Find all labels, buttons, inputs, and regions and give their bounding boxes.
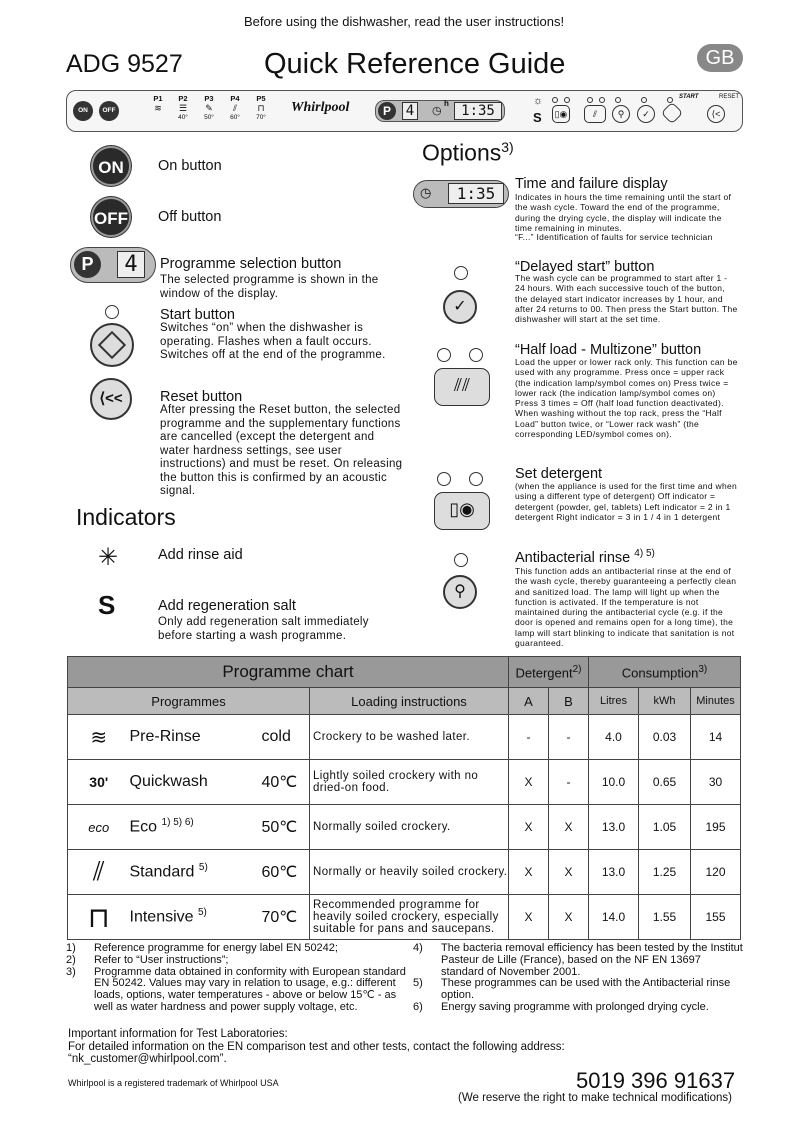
litres-value: 13.0 <box>589 850 639 895</box>
prerinse-icon: ≋ <box>154 103 162 113</box>
on-button-icon: ON <box>91 146 131 186</box>
program-temp: 70° <box>256 114 266 121</box>
reserve-note: (We reserve the right to make technical modifications) <box>458 1092 732 1104</box>
detergent-led-right <box>469 472 483 486</box>
time-display-icon <box>413 180 509 208</box>
program-label: P2 <box>178 94 188 103</box>
standard-icon: ⫽ <box>232 103 237 113</box>
start-button-desc: Switches “on” when the dishwasher is operating. Flashes when a fault occurs. Switches off at the end of the programme. <box>160 322 386 361</box>
p-badge: P <box>74 251 101 278</box>
minutes-value: 30 <box>691 760 741 805</box>
program-label: P4 <box>230 94 240 103</box>
indicators-heading: Indicators <box>76 504 176 530</box>
footnote-number: 1) <box>66 942 76 954</box>
delayed-start-title: “Delayed start” button <box>515 259 655 275</box>
programme-display-icon <box>70 247 156 283</box>
table-row <box>68 805 741 850</box>
detergent-b: - <box>549 715 589 760</box>
time-digits: 1:35 <box>448 183 504 204</box>
detergent-b: X <box>549 850 589 895</box>
programme-temp: 60℃ <box>262 850 310 895</box>
footnote-text: These programmes can be used with the Antibacterial rinse option. <box>441 977 731 1002</box>
table-row <box>68 715 741 760</box>
footnote-number: 5) <box>413 977 423 990</box>
footnote-text: Energy saving programme with prolonged drying cycle. <box>441 1000 709 1013</box>
whirlpool-logo: Whirlpool <box>291 100 350 115</box>
programme-temp: cold <box>262 715 310 760</box>
lab-info-title: Important information for Test Laboratories: <box>68 1028 288 1040</box>
programme-selection-title: Programme selection button <box>160 256 342 272</box>
time-display-title: Time and failure display <box>515 176 668 192</box>
loading-instruction: Normally or heavily soiled crockery. <box>310 850 509 895</box>
programmes-col-header: Programmes <box>68 688 310 715</box>
part-number: 5019 396 91637 <box>576 1068 736 1093</box>
detergent-a-header: A <box>509 688 549 715</box>
antibacterial-button-icon: ⚲ <box>612 105 630 123</box>
trademark: Whirlpool is a registered trademark of Whirlpool USA <box>68 1078 279 1088</box>
clock-icon: ◷ <box>432 105 442 117</box>
minutes-value: 195 <box>691 805 741 850</box>
salt-desc: Only add regeneration salt immediately before starting a wash programme. <box>158 616 369 642</box>
kwh-value: 1.05 <box>639 805 691 850</box>
led <box>599 97 605 103</box>
detergent-a: X <box>509 850 549 895</box>
panel-program-digit: 4 <box>402 102 418 120</box>
kwh-header: kWh <box>639 688 691 715</box>
time-fault-desc: “F...” Identification of faults for service technician <box>515 232 713 242</box>
clock-icon: ◷ <box>420 185 432 200</box>
programme-selection-desc: The selected programme is shown in the window of the display. <box>160 274 379 300</box>
eco-icon: eco <box>68 805 130 850</box>
footnote <box>413 978 743 1002</box>
programme-name-text: Eco <box>129 818 158 836</box>
led <box>587 97 593 103</box>
rinse-aid-icon: ☼ <box>533 95 544 107</box>
panel-program-p2 <box>172 94 194 121</box>
footnote <box>413 1002 743 1014</box>
detergent-title: Set detergent <box>515 466 603 482</box>
programme-name-text: Standard <box>129 863 195 881</box>
detergent-b-header: B <box>549 688 589 715</box>
antibacterial-note: 4) 5) <box>634 548 655 559</box>
loading-instruction: Normally soiled crockery. <box>310 805 509 850</box>
lab-info <box>68 1028 748 1066</box>
footnotes-right <box>413 943 743 1014</box>
program-temp: 50° <box>204 114 214 121</box>
detergent-header <box>509 657 589 688</box>
program-label: P1 <box>153 94 163 103</box>
footnote <box>66 967 406 1014</box>
control-panel <box>66 90 743 132</box>
options-heading <box>422 139 514 167</box>
programme-name <box>130 715 262 760</box>
programme-name-text: Quickwash <box>129 773 208 790</box>
led <box>552 97 558 103</box>
detergent-desc: (when the appliance is used for the first time and when using a different type of detergent) Off indicator = detergent (powder, gel, tablets) Left indicator = 2 in 1 detergent Right indicator = 3 in 1 / 4 in 1 detergent <box>515 481 738 522</box>
salt-icon: S <box>98 590 116 620</box>
detergent-button-icon: ▯◉ <box>552 105 570 123</box>
salt-title: Add regeneration salt <box>158 598 296 614</box>
loading-instruction: Crockery to be washed later. <box>310 715 509 760</box>
start-button-title: Start button <box>160 307 235 323</box>
antibacterial-icon: ⚲ <box>443 575 477 609</box>
footnote-number: 6) <box>413 1000 423 1013</box>
programme-note: 5) <box>198 907 207 919</box>
panel-time-display: 1:35 <box>454 102 502 120</box>
panel-on-button: ON <box>73 101 93 121</box>
reset-label: RESET <box>719 94 740 100</box>
consumption-label: Consumption <box>621 665 699 681</box>
programme-name <box>130 850 262 895</box>
footnote <box>66 955 406 967</box>
lab-info-email: “nk_customer@whirlpool.com”. <box>68 1053 227 1065</box>
chart-title: Programme chart <box>68 657 509 688</box>
footnote-text: Refer to “User instructions”; <box>94 953 229 966</box>
delayed-start-desc: The wash cycle can be programmed to start after 1 - 24 hours. With each successive touch of the button, the delayed start indicator increases by 1 hour, and after 24 returns to 00. Then press the Start button. The dishwasher will start at the set time. <box>515 273 738 325</box>
programme-temp: 70℃ <box>262 895 310 940</box>
programme-digit: 4 <box>117 251 145 278</box>
programme-note: 5) <box>198 862 208 874</box>
start-label: START <box>679 94 699 100</box>
quickwash-icon: ☰ <box>178 103 188 113</box>
rinse-aid-label: Add rinse aid <box>158 547 243 563</box>
programme-temp: 50℃ <box>262 805 310 850</box>
table-row <box>68 850 741 895</box>
panel-off-button: OFF <box>99 101 119 121</box>
detergent-label: Detergent <box>515 665 573 681</box>
program-temp: 60° <box>230 114 240 121</box>
minutes-value: 120 <box>691 850 741 895</box>
detergent-a: X <box>509 805 549 850</box>
detergent-note: 2) <box>572 663 582 675</box>
consumption-note: 3) <box>698 663 708 675</box>
top-note: Before using the dishwasher, read the user instructions! <box>243 14 565 29</box>
half-load-desc: Load the upper or lower rack only. This function can be used with any programme. Press once = upper rack (the indication lamp/symbol comes on) Press twice = lower rack (the indication lamp/symbol comes on) Press 3 times = Off (half load function deactivated). When washing without the top rack, press the “Half Load” button twice, or “Lower rack wash” (the corresponding LED/symbol comes on). <box>515 357 738 440</box>
panel-display <box>375 100 505 122</box>
on-button-label: On button <box>158 158 222 174</box>
model-number: ADG 9527 <box>66 50 183 78</box>
standard-icon: ⫽ <box>68 850 130 895</box>
led <box>615 97 621 103</box>
detergent-b: X <box>549 895 589 940</box>
detergent-b: - <box>549 760 589 805</box>
minutes-header: Minutes <box>691 688 741 715</box>
table-row <box>68 895 741 940</box>
programme-chart <box>67 656 741 940</box>
start-button-icon <box>90 323 134 367</box>
panel-program-p4 <box>224 94 246 121</box>
half-load-button-icon: ⫽ <box>584 105 606 123</box>
kwh-value: 0.65 <box>639 760 691 805</box>
litres-value: 10.0 <box>589 760 639 805</box>
half-load-icon: ⫽⫽ <box>434 368 490 406</box>
options-note: 3) <box>501 139 514 155</box>
programme-note: 1) 5) 6) <box>161 817 194 829</box>
program-label: P5 <box>256 94 266 103</box>
loading-col-header: Loading instructions <box>310 688 509 715</box>
half-load-led-upper <box>437 348 451 362</box>
litres-value: 14.0 <box>589 895 639 940</box>
reset-button-icon: ⟨< <box>707 105 725 123</box>
program-label: P3 <box>204 94 214 103</box>
lab-info-text: For detailed information on the EN comparison test and other tests, contact the following address: <box>68 1040 565 1053</box>
half-load-led-lower <box>469 348 483 362</box>
off-button-label: Off button <box>158 209 222 225</box>
start-button-icon <box>661 102 684 125</box>
footnote-number: 4) <box>413 942 423 954</box>
delayed-start-icon: ✓ <box>443 290 477 324</box>
minutes-value: 14 <box>691 715 741 760</box>
hour-indicator: h <box>444 99 449 108</box>
kwh-value: 1.55 <box>639 895 691 940</box>
salt-icon: S <box>533 110 542 125</box>
kwh-value: 0.03 <box>639 715 691 760</box>
panel-program-p1 <box>147 94 169 114</box>
led <box>564 97 570 103</box>
detergent-a: X <box>509 760 549 805</box>
antibacterial-title: Antibacterial rinse <box>515 549 631 566</box>
detergent-a: X <box>509 895 549 940</box>
antibacterial-led <box>454 553 468 567</box>
programme-name-text: Intensive <box>129 908 194 926</box>
detergent-led-left <box>437 472 451 486</box>
footnote <box>413 943 743 978</box>
led <box>667 97 673 103</box>
litres-value: 4.0 <box>589 715 639 760</box>
footnote-text: The bacteria removal efficiency has been tested by the Institut Pasteur de Lille (France), based on the NF EN 13697 standard of November 2001. <box>441 942 743 978</box>
footnote-text: Programme data obtained in conformity with European standard EN 50242. Values may vary in relation to usage, e.g.: different loads, options, water temperatures - above or below 15℃ - as well as water hardness and power supply voltage, etc. <box>94 965 406 1013</box>
litres-value: 13.0 <box>589 805 639 850</box>
litres-header: Litres <box>589 688 639 715</box>
page-title: Quick Reference Guide <box>264 48 566 80</box>
language-badge: GB <box>697 44 743 72</box>
footnotes-left <box>66 943 406 1014</box>
consumption-header <box>589 657 741 688</box>
detergent-icon: ▯◉ <box>434 492 490 530</box>
detergent-b: X <box>549 805 589 850</box>
programme-temp: 40℃ <box>262 760 310 805</box>
delayed-start-button-icon: ✓ <box>637 105 655 123</box>
programme-name <box>130 805 262 850</box>
panel-program-p3 <box>198 94 220 121</box>
loading-instruction: Lightly soiled crockery with no dried-on food. <box>310 760 509 805</box>
reset-button-title: Reset button <box>160 389 243 405</box>
antibacterial-desc: This function adds an antibacterial rinse at the end of the wash cycle, thereby guaranteeing a perfectly clean and sanitized load. The lamp will light up when the function is activated. If the temperature is not maintained during the antibacterial cycle (e.g. if the door is opened and remains open for a long time), the lamp will start blinking to indicate that sanitation is not guaranteed. <box>515 566 737 649</box>
rinse-aid-icon: ✳ <box>98 544 119 571</box>
footnote-number: 3) <box>66 965 76 978</box>
table-row <box>68 760 741 805</box>
panel-program-p5 <box>250 94 272 121</box>
eco-icon: ✎ <box>205 103 213 113</box>
detergent-a: - <box>509 715 549 760</box>
programme-name-text: Pre-Rinse <box>129 728 201 745</box>
panel-p-badge: P <box>378 102 396 120</box>
kwh-value: 1.25 <box>639 850 691 895</box>
program-temp: 40° <box>178 114 188 121</box>
intensive-icon: ⊓ <box>68 895 130 940</box>
reset-button-desc: After pressing the Reset button, the selected programme and the supplementary functions are cancelled (except the detergent and water hardness settings, see user instructions) and must be reset. On releasing the button this is confirmed by an acoustic signal. <box>160 404 403 497</box>
start-led <box>105 305 119 319</box>
quickwash-icon: 30' <box>68 760 130 805</box>
off-button-icon: OFF <box>91 197 131 237</box>
footnote-number: 2) <box>66 953 76 966</box>
prerinse-icon: ≋ <box>68 715 130 760</box>
reset-button-icon: ⟨<< <box>90 378 132 420</box>
time-display-desc: Indicates in hours the time remaining until the start of the wash cycle. Toward the end of the programme, during the drying cycle, the display will indicate the time remaining in minutes. <box>515 192 732 233</box>
antibacterial-heading <box>515 548 655 566</box>
delayed-start-led <box>454 266 468 280</box>
half-load-title: “Half load - Multizone” button <box>515 342 702 358</box>
programme-name <box>130 895 262 940</box>
footnote-text: Reference programme for energy label EN 50242; <box>94 942 338 954</box>
minutes-value: 155 <box>691 895 741 940</box>
intensive-icon: ⊓ <box>257 103 265 113</box>
led <box>641 97 647 103</box>
options-title: Options <box>422 139 502 166</box>
loading-instruction: Recommended programme for heavily soiled crockery, especially suitable for pans and saucepans. <box>310 895 509 940</box>
programme-name <box>130 760 262 805</box>
